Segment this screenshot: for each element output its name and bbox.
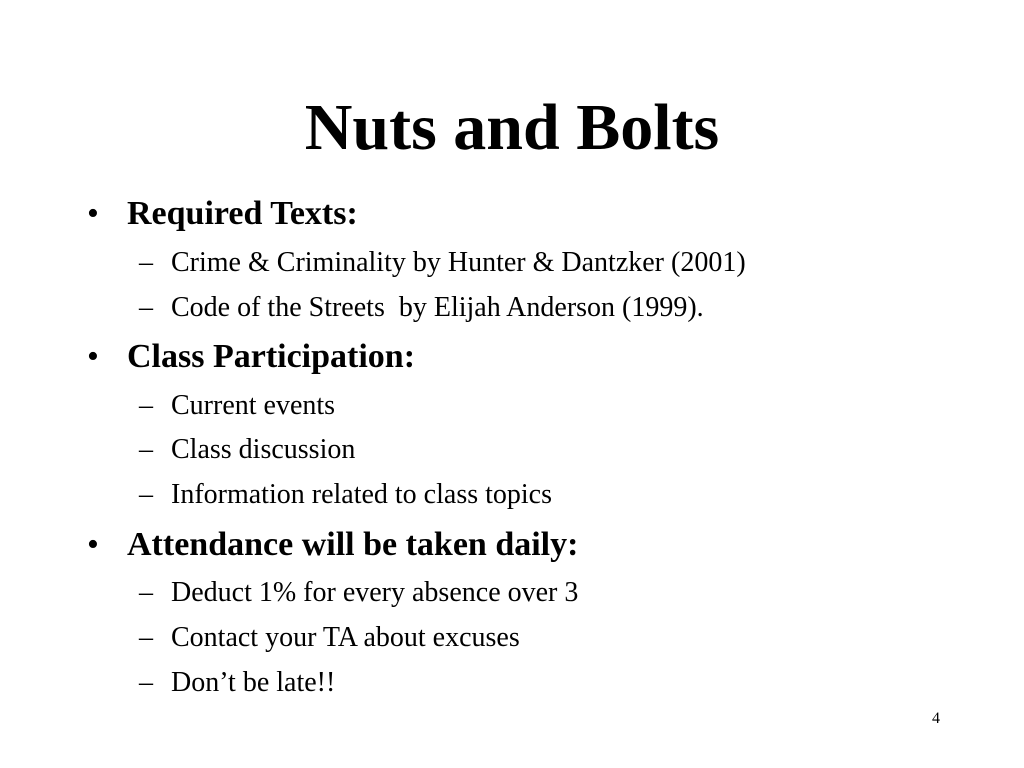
sub-bullet-text: Information related to class topics: [171, 479, 552, 510]
dash-icon: –: [139, 247, 153, 278]
bullet-icon: •: [87, 195, 99, 232]
sub-bullet-text: Deduct 1% for every absence over 3: [171, 577, 579, 608]
bullet-heading: Class Participation:: [127, 338, 416, 375]
sub-bullet-text: Don’t be late!!: [171, 667, 336, 698]
bullet-heading: Required Texts:: [127, 195, 358, 232]
dash-icon: –: [139, 577, 153, 608]
dash-icon: –: [139, 390, 153, 421]
page-number: 4: [932, 710, 940, 727]
bullet-heading: Attendance will be taken daily:: [127, 526, 579, 563]
slide-title: Nuts and Bolts: [304, 91, 720, 164]
dash-icon: –: [139, 292, 153, 323]
sub-bullet-text: Class discussion: [171, 434, 356, 465]
sub-bullet-text: Code of the Streets by Elijah Anderson (1999).: [171, 292, 704, 323]
sub-bullet-text: Contact your TA about excuses: [171, 622, 520, 653]
sub-bullet-text: Current events: [171, 390, 336, 421]
bullet-icon: •: [87, 526, 99, 563]
dash-icon: –: [139, 622, 153, 653]
dash-icon: –: [139, 667, 153, 698]
dash-icon: –: [139, 479, 153, 510]
bullet-icon: •: [87, 338, 99, 375]
sub-bullet-text: Crime & Criminality by Hunter & Dantzker (2001): [171, 247, 746, 278]
dash-icon: –: [139, 434, 153, 465]
